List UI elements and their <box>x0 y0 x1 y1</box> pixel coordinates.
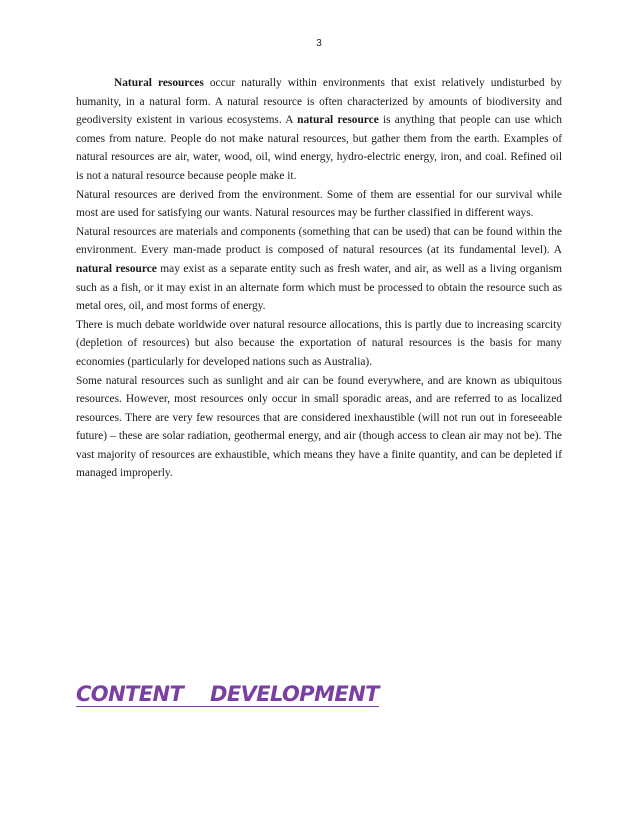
paragraph-text: occur naturally within environments that exist relatively undisturbed by humanity, in a natural form. A natural resource is often characterized by amounts of biodiversity and geodiversity existent in various ecosystems. A <box>76 77 562 127</box>
paragraph-text: is anything that people can use which comes from nature. People do not make natural resources, but gather them from the earth. Examples of natural resources are air, water, wood, oil, wind energy, hydro-electric energy, iron, and coal. Refined oil is not a natural resource because people make it. <box>76 114 562 182</box>
body-text <box>76 74 562 483</box>
paragraph-text: may exist as a separate entity such as fresh water, and air, as well as a living organism such as a fish, or it may exist in an alternate form which must be processed to obtain the resource such as metal ores, oil, and most forms of energy. <box>76 262 562 313</box>
paragraph <box>76 316 562 372</box>
section-heading: CONTENT DEVELOPMENT <box>76 682 379 706</box>
paragraph-text: Natural resources are derived from the environment. Some of them are essential for our survival while most are used for satisfying our wants. Natural resources may be further classified in different ways. <box>76 188 562 220</box>
paragraph-text: There is much debate worldwide over natural resource allocations, this is partly due to increasing scarcity (depletion of resources) but also because the exportation of natural resources is the basis for many economies (particularly for developed nations such as Australia). <box>76 318 562 368</box>
page-number: 3 <box>316 38 322 49</box>
paragraph <box>76 74 562 186</box>
paragraph-text: Some natural resources such as sunlight and air can be found everywhere, and are known as ubiquitous resources. However, most resources only occur in small sporadic areas, and are referred to as localized resources. There are very few resources that are considered inexhaustible (will not run out in foreseeable future) – these are solar radiation, geothermal energy, and air (though access to clean air may not be). The vast majority of resources are exhaustible, which means they have a finite quantity, and can be depleted if managed improperly. <box>76 374 562 480</box>
paragraph <box>76 372 562 484</box>
paragraph-text: Natural resources are materials and components (something that can be used) that can be found within the environment. Every man-made product is composed of natural resources (at its fundamental level). A <box>76 225 562 257</box>
bold-term: natural resource <box>76 262 157 275</box>
paragraph <box>76 223 562 316</box>
bold-term: natural resource <box>297 114 379 127</box>
bold-term: Natural resources <box>114 77 204 89</box>
paragraph <box>76 186 562 223</box>
